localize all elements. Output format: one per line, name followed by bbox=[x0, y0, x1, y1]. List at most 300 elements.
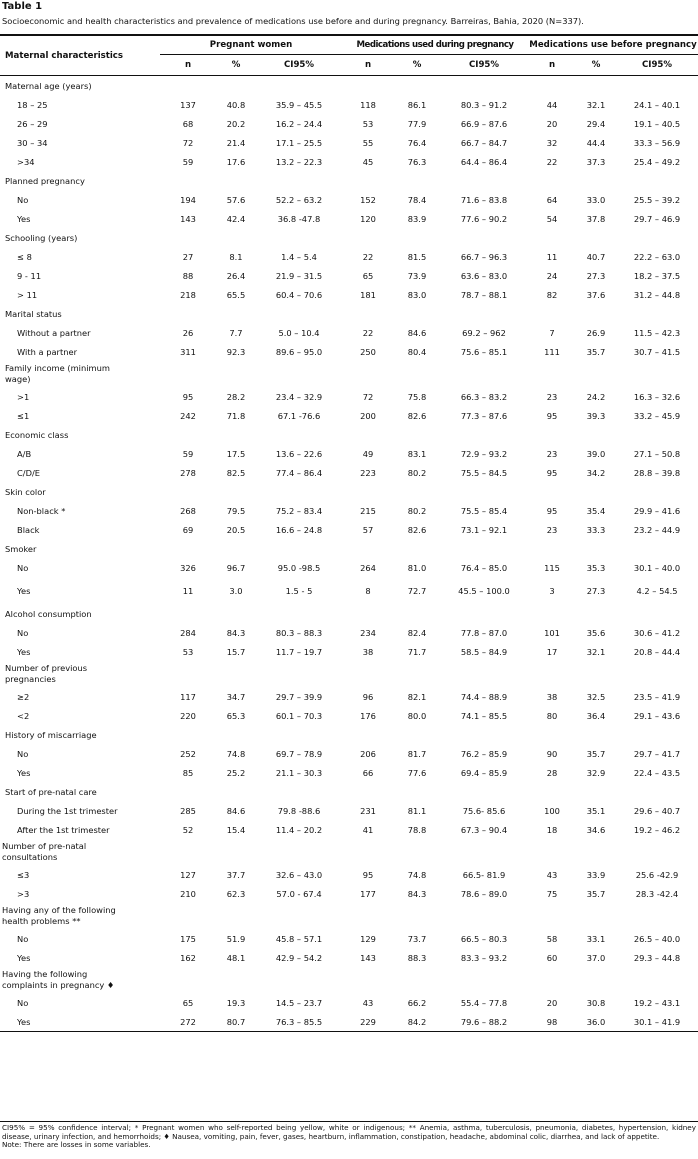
empty-cell bbox=[160, 228, 216, 247]
cell-pregnant-percent: 19.3 bbox=[226, 997, 246, 1008]
row-label: Non-black * bbox=[17, 505, 66, 516]
cell-pregnant-ci95: 13.6 – 22.6 bbox=[275, 448, 323, 459]
cell-before-n: 82 bbox=[546, 289, 558, 300]
cell-during-percent: 66.2 bbox=[407, 997, 427, 1008]
cell-before-percent: 33.9 bbox=[586, 869, 606, 880]
cell-pregnant-ci95: 95.0 -98.5 bbox=[277, 562, 321, 573]
section-title: Alcohol consumption bbox=[5, 608, 92, 619]
row-label: Yes bbox=[17, 585, 31, 596]
cell-pregnant-percent: 84.6 bbox=[226, 805, 246, 816]
cell-before-percent: 35.7 bbox=[586, 748, 606, 759]
cell-pregnant-ci95: 13.2 – 22.3 bbox=[275, 156, 323, 167]
section-row-family-income bbox=[0, 361, 698, 387]
subcol-n: n bbox=[548, 60, 556, 70]
cell-during-n: 53 bbox=[362, 118, 374, 129]
empty-cell bbox=[256, 903, 342, 929]
subcol-percent: % bbox=[412, 60, 422, 70]
cell-before-n: 20 bbox=[546, 118, 558, 129]
cell-before-percent: 27.3 bbox=[586, 270, 606, 281]
cell-pregnant-percent: 17.5 bbox=[226, 448, 246, 459]
cell-pregnant-n: 85 bbox=[182, 767, 194, 778]
cell-before-ci95: 30.6 – 41.2 bbox=[633, 627, 681, 638]
cell-during-percent: 82.4 bbox=[407, 627, 427, 638]
subcol-percent: % bbox=[231, 60, 241, 70]
cell-pregnant-ci95: 11.7 – 19.7 bbox=[275, 646, 323, 657]
cell-during-percent: 84.2 bbox=[394, 1012, 440, 1032]
empty-cell bbox=[342, 782, 394, 801]
cell-during-n: 143 bbox=[360, 952, 376, 963]
cell-before-ci95: 29.7 – 41.7 bbox=[633, 748, 681, 759]
row-label: No bbox=[17, 194, 29, 205]
cell-during-percent: 82.6 bbox=[407, 410, 427, 421]
cell-pregnant-n: 53 bbox=[182, 646, 194, 657]
cell-before-n: 32 bbox=[546, 137, 558, 148]
cell-during-percent: 77.9 bbox=[407, 118, 427, 129]
footnote-note: Note: There are losses in some variables. bbox=[2, 1140, 151, 1150]
cell-during-ci95: 74.1 – 85.5 bbox=[460, 710, 508, 721]
cell-pregnant-ci95: 77.4 – 86.4 bbox=[275, 467, 323, 478]
cell-before-percent: 26.9 bbox=[586, 327, 606, 338]
cell-before-n: 64 bbox=[546, 194, 558, 205]
cell-pregnant-percent: 84.3 bbox=[226, 627, 246, 638]
cell-during-percent: 78.8 bbox=[407, 824, 427, 835]
cell-pregnant-percent: 20.5 bbox=[226, 524, 246, 535]
cell-pregnant-n: 272 bbox=[160, 1012, 216, 1032]
section-title: Having the following complaints in pregnancy ♦ bbox=[2, 969, 115, 990]
empty-cell bbox=[616, 482, 698, 501]
section-row-previous-pregnancies bbox=[0, 661, 698, 687]
empty-cell bbox=[440, 903, 528, 929]
section-title: Schooling (years) bbox=[5, 232, 78, 243]
table-row bbox=[0, 444, 698, 463]
table-row bbox=[0, 387, 698, 406]
table-row bbox=[0, 1012, 698, 1032]
table-row bbox=[0, 993, 698, 1012]
cell-before-ci95: 20.8 – 44.4 bbox=[633, 646, 681, 657]
cell-during-percent: 81.7 bbox=[407, 748, 427, 759]
cell-before-percent: 36.0 bbox=[576, 1012, 616, 1032]
table-row bbox=[0, 342, 698, 361]
empty-cell bbox=[342, 361, 394, 387]
cell-during-percent: 80.0 bbox=[407, 710, 427, 721]
cell-during-ci95: 78.6 – 89.0 bbox=[460, 888, 508, 899]
cell-during-n: 215 bbox=[360, 505, 376, 516]
empty-cell bbox=[616, 604, 698, 623]
cell-pregnant-percent: 21.4 bbox=[226, 137, 246, 148]
table-row bbox=[0, 706, 698, 725]
cell-pregnant-ci95: 36.8 -47.8 bbox=[277, 213, 321, 224]
cell-pregnant-n: 69 bbox=[182, 524, 194, 535]
section-title: Maternal age (years) bbox=[5, 80, 92, 91]
empty-cell bbox=[342, 76, 394, 96]
empty-cell bbox=[342, 839, 394, 865]
cell-pregnant-n: 11 bbox=[182, 585, 194, 596]
cell-pregnant-percent: 40.8 bbox=[226, 99, 246, 110]
cell-before-n: 90 bbox=[546, 748, 558, 759]
cell-during-percent: 81.0 bbox=[407, 562, 427, 573]
cell-pregnant-n: 95 bbox=[182, 391, 194, 402]
table-footnotes bbox=[2, 1124, 696, 1150]
cell-pregnant-ci95: 75.2 – 83.4 bbox=[275, 505, 323, 516]
cell-before-n: 38 bbox=[546, 691, 558, 702]
cell-during-ci95: 69.2 – 962 bbox=[462, 327, 506, 338]
empty-cell bbox=[216, 839, 256, 865]
cell-before-ci95: 11.5 – 42.3 bbox=[633, 327, 681, 338]
empty-cell bbox=[256, 304, 342, 323]
empty-cell bbox=[256, 361, 342, 387]
cell-during-percent: 80.4 bbox=[407, 346, 427, 357]
cell-pregnant-n: 65 bbox=[182, 997, 194, 1008]
empty-cell bbox=[616, 228, 698, 247]
row-label: ≤ 8 bbox=[17, 251, 32, 262]
cell-before-percent: 37.6 bbox=[586, 289, 606, 300]
empty-cell bbox=[256, 604, 342, 623]
cell-pregnant-n: 194 bbox=[180, 194, 196, 205]
cell-during-percent: 73.9 bbox=[407, 270, 427, 281]
cell-during-percent: 83.1 bbox=[407, 448, 427, 459]
cell-before-n: 98 bbox=[528, 1012, 576, 1032]
cell-pregnant-percent: 57.6 bbox=[226, 194, 246, 205]
cell-during-percent: 76.4 bbox=[407, 137, 427, 148]
cell-pregnant-ci95: 16.6 – 24.8 bbox=[275, 524, 323, 535]
empty-cell bbox=[216, 782, 256, 801]
empty-cell bbox=[256, 661, 342, 687]
group-header-pregnant-women: Pregnant women bbox=[160, 35, 342, 55]
row-label: No bbox=[17, 997, 29, 1008]
cell-during-ci95: 55.4 – 77.8 bbox=[460, 997, 508, 1008]
cell-before-ci95: 4.2 – 54.5 bbox=[636, 585, 678, 596]
cell-pregnant-ci95: 79.8 -88.6 bbox=[277, 805, 321, 816]
empty-cell bbox=[216, 967, 256, 993]
empty-cell bbox=[216, 604, 256, 623]
cell-before-ci95: 25.6 -42.9 bbox=[635, 869, 679, 880]
cell-during-percent: 80.2 bbox=[407, 505, 427, 516]
empty-cell bbox=[576, 782, 616, 801]
empty-cell bbox=[440, 228, 528, 247]
row-label: >34 bbox=[17, 156, 35, 167]
cell-pregnant-percent: 65.5 bbox=[226, 289, 246, 300]
empty-cell bbox=[394, 661, 440, 687]
empty-cell bbox=[394, 304, 440, 323]
empty-cell bbox=[616, 171, 698, 190]
cell-pregnant-ci95: 17.1 – 25.5 bbox=[275, 137, 323, 148]
empty-cell bbox=[342, 171, 394, 190]
cell-during-ci95: 78.7 – 88.1 bbox=[460, 289, 508, 300]
row-label: 9 - 11 bbox=[17, 270, 42, 281]
cell-pregnant-percent: 20.2 bbox=[226, 118, 246, 129]
cell-before-n: 111 bbox=[544, 346, 560, 357]
empty-cell bbox=[394, 967, 440, 993]
cell-before-n: 80 bbox=[546, 710, 558, 721]
row-label-header: Maternal characteristics bbox=[0, 35, 160, 76]
cell-before-percent: 40.7 bbox=[586, 251, 606, 262]
empty-cell bbox=[160, 661, 216, 687]
section-title: Start of pre-natal care bbox=[5, 786, 97, 797]
section-row-maternal-age bbox=[0, 76, 698, 96]
cell-pregnant-ci95: 5.0 – 10.4 bbox=[278, 327, 320, 338]
cell-pregnant-percent: 92.3 bbox=[226, 346, 246, 357]
empty-cell bbox=[160, 482, 216, 501]
empty-cell bbox=[342, 661, 394, 687]
cell-before-percent: 35.4 bbox=[586, 505, 606, 516]
empty-cell bbox=[440, 171, 528, 190]
cell-pregnant-n: 252 bbox=[180, 748, 196, 759]
cell-before-n: 58 bbox=[546, 933, 558, 944]
cell-before-n: 18 bbox=[546, 824, 558, 835]
cell-during-percent: 86.1 bbox=[407, 99, 427, 110]
cell-before-ci95: 25.5 – 39.2 bbox=[633, 194, 681, 205]
cell-pregnant-percent: 48.1 bbox=[226, 952, 246, 963]
cell-during-ci95: 76.2 – 85.9 bbox=[460, 748, 508, 759]
row-label: Yes bbox=[17, 767, 31, 778]
cell-during-ci95: 58.5 – 84.9 bbox=[460, 646, 508, 657]
cell-during-percent: 81.1 bbox=[407, 805, 427, 816]
empty-cell bbox=[160, 361, 216, 387]
cell-before-ci95: 33.3 – 56.9 bbox=[633, 137, 681, 148]
empty-cell bbox=[528, 171, 576, 190]
cell-pregnant-n: 311 bbox=[180, 346, 196, 357]
cell-during-ci95: 75.5 – 84.5 bbox=[460, 467, 508, 478]
section-row-miscarriage bbox=[0, 725, 698, 744]
cell-before-n: 60 bbox=[546, 952, 558, 963]
table-row bbox=[0, 865, 698, 884]
cell-before-n: 28 bbox=[546, 767, 558, 778]
section-row-prenatal-consultations bbox=[0, 839, 698, 865]
section-row-health-problems bbox=[0, 903, 698, 929]
cell-before-n: 101 bbox=[544, 627, 560, 638]
empty-cell bbox=[160, 539, 216, 558]
table-row bbox=[0, 152, 698, 171]
cell-pregnant-percent: 15.4 bbox=[226, 824, 246, 835]
empty-cell bbox=[440, 967, 528, 993]
table-row bbox=[0, 801, 698, 820]
cell-before-percent: 32.1 bbox=[586, 99, 606, 110]
subcol-ci95: CI95% bbox=[641, 60, 673, 70]
empty-cell bbox=[342, 967, 394, 993]
cell-during-n: 45 bbox=[362, 156, 374, 167]
cell-before-n: 17 bbox=[546, 646, 558, 657]
cell-pregnant-percent: 74.8 bbox=[226, 748, 246, 759]
cell-before-n: 7 bbox=[549, 327, 555, 338]
row-label: With a partner bbox=[17, 346, 77, 357]
cell-before-n: 11 bbox=[546, 251, 558, 262]
empty-cell bbox=[342, 903, 394, 929]
cell-during-n: 264 bbox=[360, 562, 376, 573]
section-title: Family income (minimum wage) bbox=[5, 363, 110, 384]
cell-before-ci95: 30.1 – 40.0 bbox=[633, 562, 681, 573]
cell-during-percent: 72.7 bbox=[407, 585, 427, 596]
empty-cell bbox=[394, 725, 440, 744]
table-row bbox=[0, 285, 698, 304]
empty-cell bbox=[216, 171, 256, 190]
cell-during-percent: 83.0 bbox=[407, 289, 427, 300]
cell-pregnant-ci95: 11.4 – 20.2 bbox=[275, 824, 323, 835]
cell-during-ci95: 73.1 – 92.1 bbox=[460, 524, 508, 535]
table-row bbox=[0, 190, 698, 209]
row-label: 18 – 25 bbox=[17, 99, 48, 110]
cell-before-ci95: 28.8 – 39.8 bbox=[633, 467, 681, 478]
row-label: Yes bbox=[17, 646, 31, 657]
cell-during-n: 177 bbox=[360, 888, 376, 899]
cell-before-percent: 37.3 bbox=[586, 156, 606, 167]
cell-during-n: 96 bbox=[362, 691, 374, 702]
cell-during-ci95: 45.5 – 100.0 bbox=[458, 585, 510, 596]
cell-pregnant-n: 68 bbox=[182, 118, 194, 129]
empty-cell bbox=[256, 76, 342, 96]
cell-during-n: 152 bbox=[360, 194, 376, 205]
empty-cell bbox=[160, 782, 216, 801]
empty-cell bbox=[440, 725, 528, 744]
cell-before-percent: 35.3 bbox=[586, 562, 606, 573]
cell-pregnant-n: 284 bbox=[180, 627, 196, 638]
row-label: No bbox=[17, 933, 29, 944]
table-row bbox=[0, 577, 698, 604]
row-label: No bbox=[17, 562, 29, 573]
cell-pregnant-ci95: 89.6 – 95.0 bbox=[275, 346, 323, 357]
cell-pregnant-percent: 7.7 bbox=[229, 327, 243, 338]
empty-cell bbox=[216, 425, 256, 444]
empty-cell bbox=[616, 304, 698, 323]
empty-cell bbox=[342, 539, 394, 558]
cell-during-percent: 82.1 bbox=[407, 691, 427, 702]
cell-pregnant-ci95: 21.1 – 30.3 bbox=[275, 767, 323, 778]
table-row bbox=[0, 687, 698, 706]
empty-cell bbox=[160, 903, 216, 929]
empty-cell bbox=[576, 967, 616, 993]
cell-during-ci95: 71.6 – 83.8 bbox=[460, 194, 508, 205]
cell-pregnant-ci95: 42.9 – 54.2 bbox=[275, 952, 323, 963]
cell-before-percent: 30.8 bbox=[586, 997, 606, 1008]
empty-cell bbox=[576, 604, 616, 623]
empty-cell bbox=[528, 903, 576, 929]
table-caption: Socioeconomic and health characteristics and prevalence of medications use before and during pregnancy. Barreiras, Bahia, 2020 (N=337). bbox=[2, 16, 584, 26]
cell-during-ci95: 63.6 – 83.0 bbox=[460, 270, 508, 281]
cell-before-ci95: 19.2 – 46.2 bbox=[633, 824, 681, 835]
subcol-percent: % bbox=[591, 60, 601, 70]
empty-cell bbox=[528, 361, 576, 387]
cell-before-percent: 33.3 bbox=[586, 524, 606, 535]
section-row-prenatal-start bbox=[0, 782, 698, 801]
cell-during-percent: 84.6 bbox=[407, 327, 427, 338]
empty-cell bbox=[342, 604, 394, 623]
section-title: Number of pre-natal consultations bbox=[2, 841, 87, 862]
empty-cell bbox=[576, 361, 616, 387]
section-title: Marital status bbox=[5, 308, 62, 319]
empty-cell bbox=[216, 482, 256, 501]
section-title: Planned pregnancy bbox=[5, 175, 85, 186]
row-label: >1 bbox=[17, 391, 30, 402]
cell-before-ci95: 24.1 – 40.1 bbox=[633, 99, 681, 110]
empty-cell bbox=[256, 171, 342, 190]
cell-pregnant-n: 326 bbox=[180, 562, 196, 573]
cell-pregnant-n: 117 bbox=[180, 691, 196, 702]
cell-before-ci95: 22.4 – 43.5 bbox=[633, 767, 681, 778]
cell-pregnant-percent: 25.2 bbox=[226, 767, 246, 778]
cell-during-n: 41 bbox=[362, 824, 374, 835]
row-label: After the 1st trimester bbox=[17, 824, 110, 835]
empty-cell bbox=[216, 361, 256, 387]
empty-cell bbox=[528, 228, 576, 247]
row-label: During the 1st trimester bbox=[17, 805, 118, 816]
cell-during-percent: 88.3 bbox=[407, 952, 427, 963]
empty-cell bbox=[394, 361, 440, 387]
cell-during-n: 8 bbox=[365, 585, 371, 596]
cell-before-n: 20 bbox=[546, 997, 558, 1008]
cell-pregnant-n: 268 bbox=[180, 505, 196, 516]
cell-during-n: 231 bbox=[360, 805, 376, 816]
row-label: <2 bbox=[17, 710, 30, 721]
cell-pregnant-ci95: 1.4 – 5.4 bbox=[281, 251, 317, 262]
cell-pregnant-ci95: 23.4 – 32.9 bbox=[275, 391, 323, 402]
empty-cell bbox=[216, 76, 256, 96]
cell-before-percent: 35.6 bbox=[586, 627, 606, 638]
cell-during-n: 57 bbox=[362, 524, 374, 535]
cell-pregnant-ci95: 69.7 – 78.9 bbox=[275, 748, 323, 759]
table-row bbox=[0, 744, 698, 763]
cell-during-percent: 82.6 bbox=[407, 524, 427, 535]
table-row bbox=[0, 820, 698, 839]
cell-before-percent: 32.9 bbox=[586, 767, 606, 778]
cell-pregnant-n: 88 bbox=[182, 270, 194, 281]
cell-before-n: 23 bbox=[546, 391, 558, 402]
cell-before-percent: 44.4 bbox=[586, 137, 606, 148]
cell-pregnant-n: 278 bbox=[180, 467, 196, 478]
cell-before-percent: 37.0 bbox=[586, 952, 606, 963]
empty-cell bbox=[576, 903, 616, 929]
empty-cell bbox=[256, 425, 342, 444]
cell-pregnant-ci95: 1.5 - 5 bbox=[285, 585, 313, 596]
cell-before-n: 95 bbox=[546, 410, 558, 421]
cell-pregnant-n: 162 bbox=[180, 952, 196, 963]
cell-before-percent: 27.3 bbox=[586, 585, 606, 596]
cell-before-ci95: 28.3 -42.4 bbox=[635, 888, 679, 899]
cell-during-ci95: 66.5- 81.9 bbox=[462, 869, 506, 880]
section-row-marital-status bbox=[0, 304, 698, 323]
empty-cell bbox=[256, 539, 342, 558]
cell-during-n: 176 bbox=[360, 710, 376, 721]
cell-pregnant-ci95: 14.5 – 23.7 bbox=[275, 997, 323, 1008]
cell-before-n: 23 bbox=[546, 524, 558, 535]
table-row bbox=[0, 763, 698, 782]
cell-during-n: 206 bbox=[360, 748, 376, 759]
cell-before-ci95: 23.5 – 41.9 bbox=[633, 691, 681, 702]
cell-before-percent: 39.0 bbox=[586, 448, 606, 459]
cell-during-ci95: 77.3 – 87.6 bbox=[460, 410, 508, 421]
cell-pregnant-n: 127 bbox=[180, 869, 196, 880]
cell-pregnant-ci95: 67.1 -76.6 bbox=[277, 410, 321, 421]
cell-before-ci95: 30.7 – 41.5 bbox=[633, 346, 681, 357]
section-row-schooling bbox=[0, 228, 698, 247]
empty-cell bbox=[394, 76, 440, 96]
header-group-row bbox=[0, 35, 698, 55]
cell-pregnant-percent: 80.7 bbox=[216, 1012, 256, 1032]
empty-cell bbox=[394, 425, 440, 444]
cell-during-ci95: 74.4 – 88.9 bbox=[460, 691, 508, 702]
cell-during-n: 229 bbox=[342, 1012, 394, 1032]
footnote-abbreviations: CI95% = 95% confidence interval; * Pregnant women who self-reported being yellow, white or indigenous; ** Anemia, asthma, tuberculosis, pneumonia, diabetes, hypertension, kidney disease, urinary infection, and hemorrhoids; ♦ Nausea, vomiting, pain, fever, gases, heartburn, inflammation, constipation, headache, abdominal colic, diarrhea, and lack of appetite. bbox=[2, 1123, 696, 1141]
cell-pregnant-percent: 26.4 bbox=[226, 270, 246, 281]
row-label: 26 – 29 bbox=[17, 118, 48, 129]
cell-pregnant-ci95: 45.8 – 57.1 bbox=[275, 933, 323, 944]
cell-before-ci95: 30.1 – 41.9 bbox=[616, 1012, 698, 1032]
section-row-skin-color bbox=[0, 482, 698, 501]
cell-pregnant-n: 27 bbox=[182, 251, 194, 262]
section-row-smoker bbox=[0, 539, 698, 558]
table-row bbox=[0, 558, 698, 577]
empty-cell bbox=[160, 76, 216, 96]
cell-before-percent: 35.7 bbox=[586, 346, 606, 357]
cell-during-ci95: 77.6 – 90.2 bbox=[460, 213, 508, 224]
